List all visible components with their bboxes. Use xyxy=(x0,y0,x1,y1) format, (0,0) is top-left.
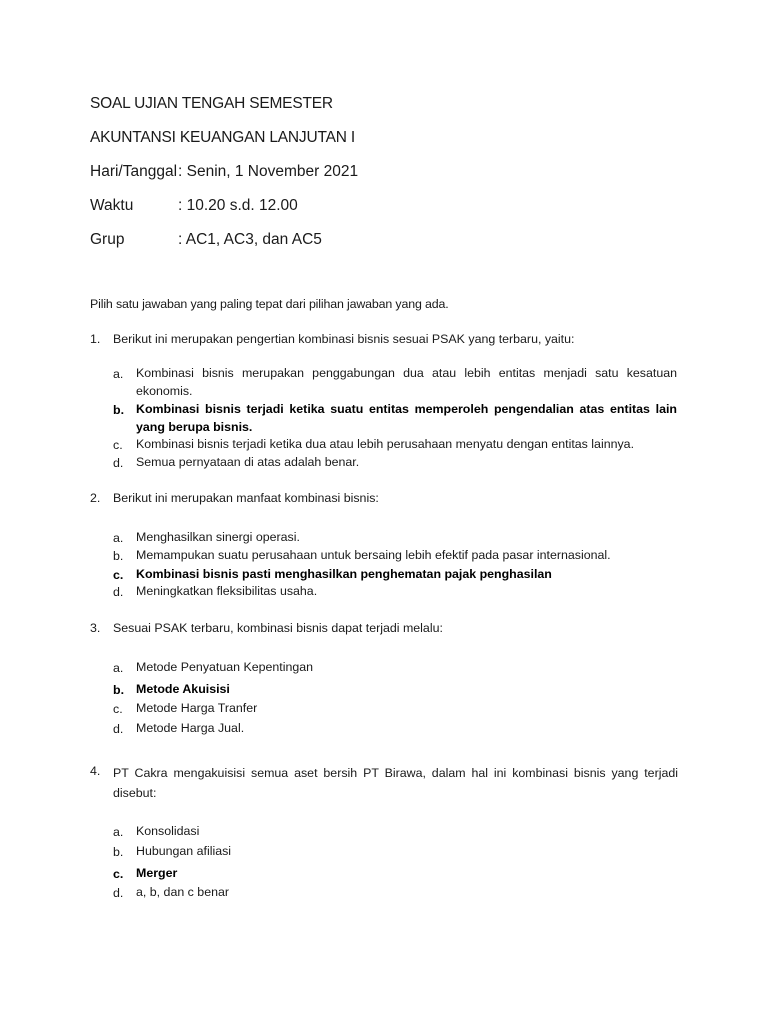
option-letter: b. xyxy=(113,549,124,563)
question-text: PT Cakra mengakuisisi semua aset bersih PT Birawa, dalam hal ini kombinasi bisnis yang terjadi disebut: xyxy=(113,766,678,800)
option-letter-correct: c. xyxy=(113,867,124,881)
course-title: AKUNTANSI KEUANGAN LANJUTAN I xyxy=(90,129,355,146)
option-letter-correct: b. xyxy=(113,683,125,697)
group-value: : AC1, AC3, dan AC5 xyxy=(178,231,322,248)
group-label: Grup xyxy=(90,231,125,248)
option-text-correct: Merger xyxy=(136,866,178,880)
question-text: Berikut ini merupakan pengertian kombinasi bisnis sesuai PSAK yang terbaru, yaitu: xyxy=(113,332,575,346)
question-number: 1. xyxy=(90,332,101,346)
option-letter: b. xyxy=(113,845,124,859)
option-text: Meningkatkan fleksibilitas usaha. xyxy=(136,584,318,598)
option-text: Kombinasi bisnis terjadi ketika dua atau lebih perusahaan menyatu dengan entitas lainnya. xyxy=(136,437,635,451)
option-letter: c. xyxy=(113,438,123,452)
option-letter: a. xyxy=(113,367,124,381)
option-text-correct: Kombinasi bisnis pasti menghasilkan penghematan pajak penghasilan xyxy=(136,567,552,581)
option-text-correct: Metode Akuisisi xyxy=(136,682,230,696)
option-text: Kombinasi bisnis merupakan penggabungan dua atau lebih entitas menjadi satu kesatuan ekonomis. xyxy=(136,366,677,398)
question-number: 2. xyxy=(90,491,101,505)
option-letter-correct: c. xyxy=(113,568,124,582)
option-text: Metode Harga Jual. xyxy=(136,721,245,735)
exam-title: SOAL UJIAN TENGAH SEMESTER xyxy=(90,95,333,112)
option-letter: c. xyxy=(113,702,123,716)
question-text: Berikut ini merupakan manfaat kombinasi bisnis: xyxy=(113,491,379,505)
option-letter: d. xyxy=(113,456,124,470)
option-text: Metode Harga Tranfer xyxy=(136,701,258,715)
option-letter: d. xyxy=(113,886,124,900)
option-text: Memampukan suatu perusahaan untuk bersaing lebih efektif pada pasar internasional. xyxy=(136,548,611,562)
option-text: Metode Penyatuan Kepentingan xyxy=(136,660,314,674)
date-value: : Senin, 1 November 2021 xyxy=(178,163,359,180)
option-text: Semua pernyataan di atas adalah benar. xyxy=(136,455,360,469)
question-text: Sesuai PSAK terbaru, kombinasi bisnis dapat terjadi melalu: xyxy=(113,621,443,635)
time-value: : 10.20 s.d. 12.00 xyxy=(178,197,298,214)
time-label: Waktu xyxy=(90,197,134,214)
option-text: a, b, dan c benar xyxy=(136,885,229,899)
date-label: Hari/Tanggal xyxy=(90,163,178,180)
instruction-text: Pilih satu jawaban yang paling tepat dari pilihan jawaban yang ada. xyxy=(90,297,449,311)
option-letter: a. xyxy=(113,825,124,839)
option-letter-correct: b. xyxy=(113,403,125,417)
option-text: Menghasilkan sinergi operasi. xyxy=(136,530,300,544)
option-letter: a. xyxy=(113,531,124,545)
question-number: 4. xyxy=(90,764,101,778)
option-text: Hubungan afiliasi xyxy=(136,844,232,858)
question-number: 3. xyxy=(90,621,101,635)
option-text: Konsolidasi xyxy=(136,824,200,838)
option-text-correct: Kombinasi bisnis terjadi ketika suatu entitas memperoleh pengendalian atas entitas lain yang berupa bisnis. xyxy=(136,402,677,434)
option-letter: d. xyxy=(113,585,124,599)
option-letter: d. xyxy=(113,722,124,736)
option-letter: a. xyxy=(113,661,124,675)
